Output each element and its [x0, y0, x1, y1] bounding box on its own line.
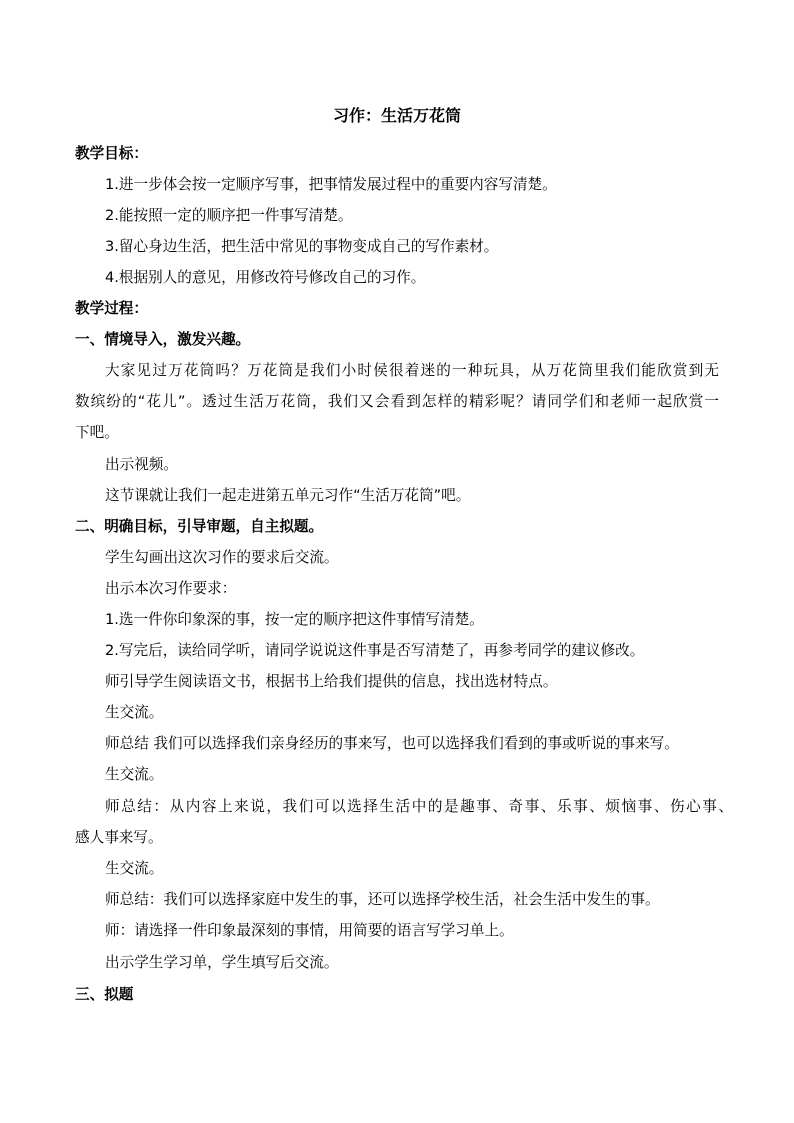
goal-item-4: 4.根据别人的意见，用修改符号修改自己的习作。: [105, 269, 426, 286]
section1-heading: 一、情境导入，激发兴趣。: [75, 331, 251, 348]
goal-item-2: 2.能按照一定的顺序把一件事写清楚。: [105, 207, 353, 224]
section1-video: 出示视频。: [105, 456, 178, 473]
section2-line-2: 出示本次习作要求：: [105, 580, 237, 597]
goal-item-3: 3.留心身边生活，把生活中常见的事物变成自己的写作素材。: [105, 238, 499, 255]
section2-summary2-line1: 师总结：从内容上来说，我们可以选择生活中的是趣事、奇事、乐事、烦恼事、伤心事、: [105, 798, 733, 815]
section3-heading: 三、拟题: [75, 986, 134, 1003]
section2-line-3: 1.选一件你印象深的事，按一定的顺序把这件事情写清楚。: [105, 611, 484, 628]
section2-summary2-line2: 感人事来写。: [75, 829, 163, 846]
section2-line-1: 学生勾画出这次习作的要求后交流。: [105, 549, 339, 566]
section2-heading: 二、明确目标，引导审题，自主拟题。: [75, 518, 324, 535]
section2-line-6: 生交流。: [105, 704, 164, 721]
section2-after-line-2: 师总结：我们可以选择家庭中发生的事，还可以选择学校生活，社会生活中发生的事。: [105, 891, 660, 908]
section1-intro-line2: 数缤纷的“花儿”。透过生活万花筒，我们又会看到怎样的精彩呢？请同学们和老师一起欣赏一: [75, 393, 719, 410]
section2-after-line-1: 生交流。: [105, 860, 164, 877]
section2-after-line-4: 出示学生学习单，学生填写后交流。: [105, 954, 339, 971]
document-title: 习作：生活万花筒: [332, 106, 461, 125]
section2-after-line-3: 师：请选择一件印象最深刻的事情，用简要的语言写学习单上。: [105, 922, 514, 939]
section2-line-4: 2.写完后，读给同学听，请同学说说这件事是否写清楚了，再参考同学的建议修改。: [105, 642, 645, 659]
process-heading: 教学过程：: [75, 300, 148, 317]
goal-item-1: 1.进一步体会按一定顺序写事，把事情发展过程中的重要内容写清楚。: [105, 176, 557, 193]
goals-heading: 教学目标：: [75, 145, 148, 162]
section2-line-8: 生交流。: [105, 766, 164, 783]
section2-line-5: 师引导学生阅读语文书，根据书上给我们提供的信息，找出选材特点。: [105, 673, 558, 690]
section2-line-7: 师总结 我们可以选择我们亲身经历的事来写，也可以选择我们看到的事或听说的事来写。: [105, 735, 679, 752]
section1-intro-line3: 下吧。: [75, 424, 119, 441]
section1-enter: 这节课就让我们一起走进第五单元习作“生活万花筒”吧。: [105, 487, 471, 504]
section1-intro-line1: 大家见过万花筒吗？万花筒是我们小时侯很着迷的一种玩具，从万花筒里我们能欣赏到无: [105, 362, 719, 379]
